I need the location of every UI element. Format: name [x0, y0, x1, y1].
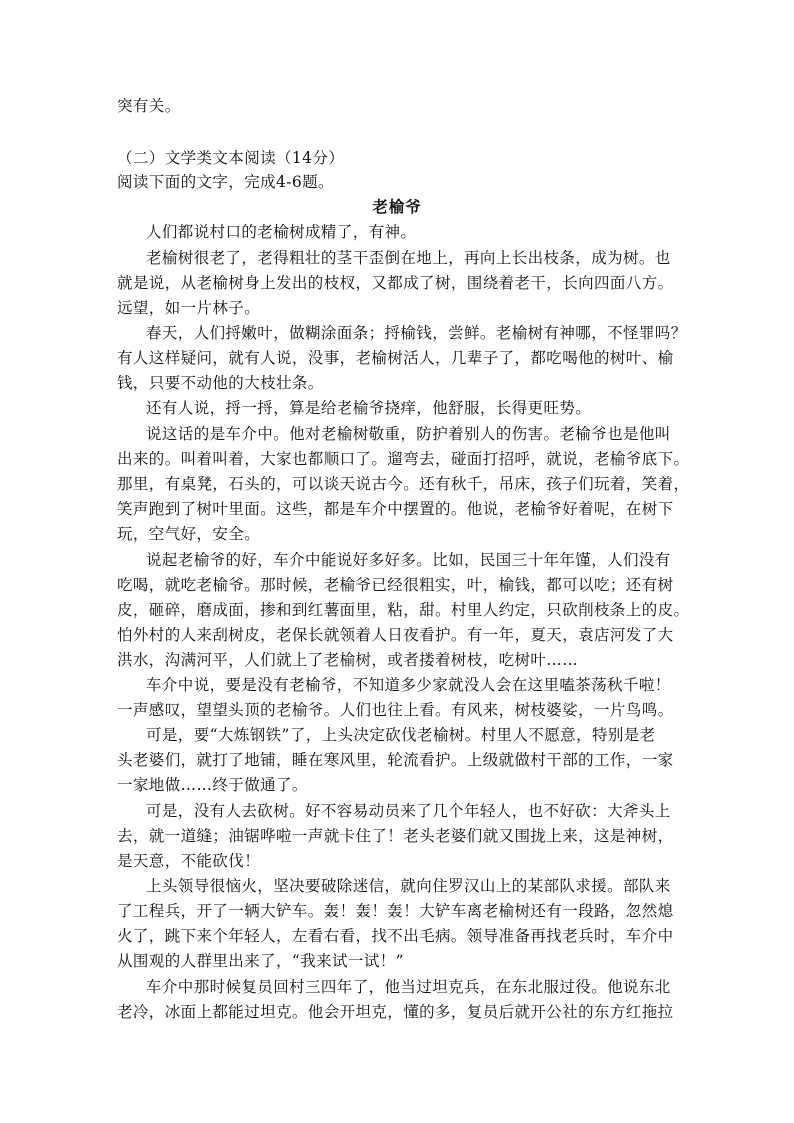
paragraph-line: 车介中那时候复员回村三四年了，他当过坦克兵，在东北服过役。他说东北	[146, 978, 671, 996]
paragraph-line: 洪水，沟满河平，人们就上了老榆树，或者搂着树枝，吃树叶……	[117, 651, 579, 669]
paragraph-line: 玩，空气好，安全。	[117, 525, 261, 543]
paragraph-line: 出来的。叫着叫着，大家也都顺口了。遛弯去，碰面打招呼，就说，老榆爷底下。	[117, 450, 690, 468]
paragraph-line: 说起老榆爷的好，车介中能说好多好多。比如，民国三十年年馑，人们没有	[146, 551, 671, 569]
paragraph-line: 可是，没有人去砍树。好不容易动员来了几个年轻人，也不好砍：大斧头上	[146, 802, 671, 820]
paragraph-line: 那里，有桌凳，石头的，可以谈天说古今。还有秋千，吊床，孩子们玩着，笑着，	[117, 475, 690, 493]
paragraph-line: 了工程兵，开了一辆大铲车。轰！轰！轰！大铲车离老榆树还有一段路，忽然熄	[117, 902, 674, 920]
paragraph-line: 皮，砸碎，磨成面，掺和到红薯面里，粘，甜。村里人约定，只砍削枝条上的皮。	[117, 601, 690, 619]
paragraph-line: 吃喝，就吃老榆爷。那时候，老榆爷已经很粗实，叶，榆钱，都可以吃；还有树	[117, 576, 674, 594]
paragraph-line: 人们都说村口的老榆树成精了，有神。	[146, 223, 417, 241]
paragraph-line: 钱，只要不动他的大枝壮条。	[117, 374, 324, 392]
paragraph-line: 说这话的是车介中。他对老榆树敬重，防护着别人的伤害。老榆爷也是他叫	[146, 425, 671, 443]
paragraph-line: 怕外村的人来刮树皮，老保长就领着人日夜看护。有一年，夏天，袁店河发了大	[117, 626, 674, 644]
article-title: 老榆爷	[372, 197, 422, 216]
paragraph-line: 就是说，从老榆树身上发出的枝杈，又都成了树，围绕着老干，长向四面八方。	[117, 274, 674, 292]
paragraph-line: 远望，如一片林子。	[117, 299, 261, 317]
paragraph-line: 一家地做……终于做通了。	[117, 776, 308, 794]
paragraph-line: 还有人说，捋一捋，算是给老榆爷挠痒，他舒服，长得更旺势。	[146, 399, 592, 417]
paragraph-line: 头老婆们，就打了地铺，睡在寒风里，轮流看护。上级就做村干部的工作，一家	[117, 751, 674, 769]
paragraph-line: 上头领导很恼火，坚决要破除迷信，就向住罗汉山上的某部队求援。部队来	[146, 877, 671, 895]
text-fragment-top: 突有关。	[117, 97, 181, 115]
paragraph-line: 可是，要“大炼钢铁”了，上头决定砍伐老榆树。村里人不愿意，特别是老	[146, 726, 656, 744]
paragraph-line: 老冷，冰面上都能过坦克。他会开坦克，懂的多，复员后就开公社的东方红拖拉	[117, 1003, 674, 1021]
instruction-line: 阅读下面的文字，完成4-6题。	[117, 173, 334, 191]
paragraph-line: 笑声跑到了树叶里面。这些，都是车介中摆置的。他说，老榆爷好着呢，在树下	[117, 500, 674, 518]
paragraph-line: 车介中说，要是没有老榆爷，不知道多少家就没人会在这里嗑茶荡秋千啦！	[146, 676, 671, 694]
paragraph-line: 去，就一道缝；油锯哗啦一声就卡住了！老头老婆们就又围拢上来，这是神树，	[117, 827, 674, 845]
paragraph-line: 老榆树很老了，老得粗壮的茎干歪倒在地上，再向上长出枝条，成为树。也	[146, 249, 671, 267]
paragraph-line: 从围观的人群里出来了，“我来试一试！”	[117, 952, 404, 970]
section-heading: （二）文学类文本阅读（14分）	[117, 149, 345, 167]
paragraph-line: 火了，跳下来个年轻人，左看右看，找不出毛病。领导准备再找老兵时，车介中	[117, 927, 674, 945]
paragraph-line: 有人这样疑问，就有人说，没事，老榆树活人，几辈子了，都吃喝他的树叶、榆	[117, 349, 674, 367]
paragraph-line: 春天，人们捋嫩叶，做糊涂面条；捋榆钱，尝鲜。老榆树有神哪，不怪罪吗？	[146, 324, 687, 342]
paragraph-line: 一声感叹，望望头顶的老榆爷。人们也往上看。有风来，树枝婆娑，一片鸟鸣。	[117, 701, 674, 719]
paragraph-line: 是天意，不能砍伐！	[117, 852, 261, 870]
